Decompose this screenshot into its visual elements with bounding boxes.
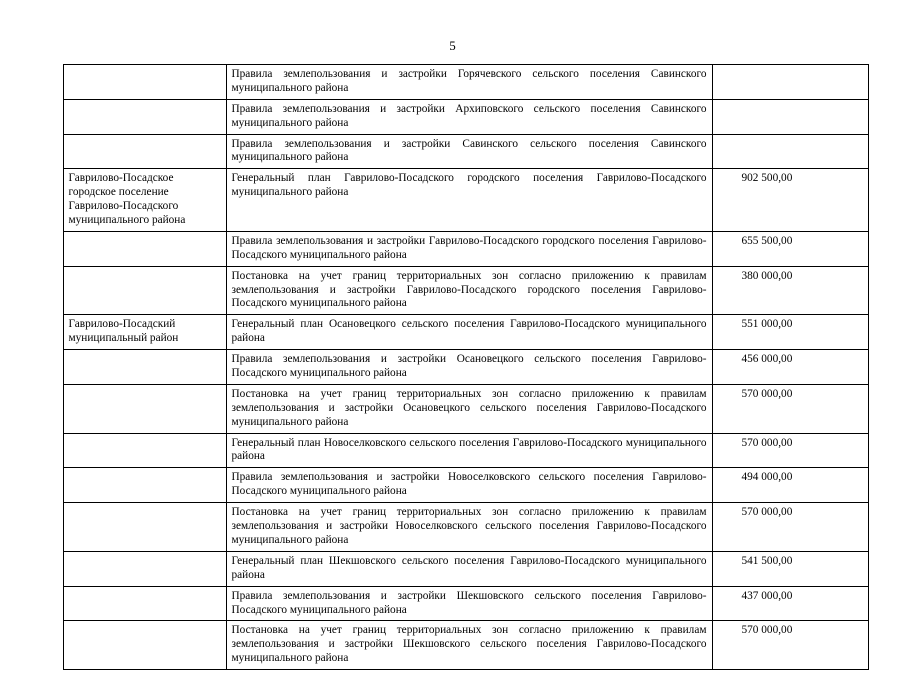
table-row	[63, 99, 868, 134]
cell-region	[63, 503, 226, 552]
table-row	[63, 169, 868, 232]
table-container	[63, 64, 843, 670]
description-text: Генеральный план Новоселковского сельского поселения Гаврилово-Посадского муниципального района	[231, 436, 707, 463]
cell-amount	[712, 134, 868, 169]
cell-amount	[712, 350, 868, 385]
cell-description	[226, 468, 712, 503]
table-row	[63, 433, 868, 468]
cell-description	[226, 231, 712, 266]
description-text: Правила землепользования и застройки Архиповского сельского поселения Савинского муниципального района	[231, 102, 707, 129]
cell-region	[63, 433, 226, 468]
cell-amount	[712, 65, 868, 100]
cell-region	[63, 65, 226, 100]
amount-text: 655 500,00	[741, 234, 793, 247]
amount-text: 380 000,00	[741, 269, 793, 282]
cell-region	[63, 468, 226, 503]
table-body	[63, 65, 868, 670]
table-row	[63, 586, 868, 621]
description-text: Постановка на учет границ территориальных зон согласно приложению к правилам землепользования и застройки Осановецкого сельского поселения Гаврилово-Посадского муниципального района	[231, 387, 707, 428]
cell-region	[63, 384, 226, 433]
table-row	[63, 231, 868, 266]
cell-amount	[712, 468, 868, 503]
cell-region	[63, 551, 226, 586]
cell-amount	[712, 551, 868, 586]
cell-amount	[712, 99, 868, 134]
cell-amount	[712, 503, 868, 552]
table-row	[63, 350, 868, 385]
amount-text: 456 000,00	[741, 353, 793, 366]
table-row	[63, 621, 868, 670]
table-row	[63, 384, 868, 433]
description-text: Постановка на учет границ территориальных зон согласно приложению к правилам землепользования и застройки Шекшовского сельского поселения Гаврилово-Посадского муниципального района	[231, 624, 707, 665]
amount-text: 551 000,00	[741, 318, 793, 331]
page-number: 5	[449, 38, 456, 53]
table-row	[63, 315, 868, 350]
cell-description	[226, 586, 712, 621]
cell-region: Гаврилово-Посадский муниципальный район	[63, 315, 226, 350]
amount-text: 570 000,00	[741, 624, 793, 637]
document-page	[0, 38, 905, 678]
cell-region	[63, 350, 226, 385]
cell-description	[226, 384, 712, 433]
cell-region: Гаврилово-Посадское городское поселение Гаврилово-Посадского муниципального района	[63, 169, 226, 232]
amount-text: 570 000,00	[741, 387, 793, 400]
cell-description	[226, 433, 712, 468]
cell-description	[226, 134, 712, 169]
cell-description	[226, 169, 712, 232]
cell-amount	[712, 266, 868, 315]
cell-description	[226, 315, 712, 350]
cell-description	[226, 621, 712, 670]
table-row	[63, 503, 868, 552]
cell-description	[226, 65, 712, 100]
amount-text: 541 500,00	[741, 554, 793, 567]
cell-region	[63, 586, 226, 621]
description-text: Правила землепользования и застройки Шекшовского сельского поселения Гаврилово-Посадского муниципального района	[231, 589, 707, 616]
cell-amount	[712, 169, 868, 232]
cell-amount	[712, 315, 868, 350]
cell-description	[226, 503, 712, 552]
table-row	[63, 266, 868, 315]
cell-amount	[712, 231, 868, 266]
cell-region	[63, 134, 226, 169]
description-text: Правила землепользования и застройки Савинского сельского поселения Савинского муниципального района	[231, 137, 707, 164]
cell-region	[63, 231, 226, 266]
amount-text: 902 500,00	[741, 172, 793, 185]
cell-amount	[712, 433, 868, 468]
description-text: Правила землепользования и застройки Осановецкого сельского поселения Гаврилово-Посадского муниципального района	[231, 353, 707, 380]
cell-region	[63, 621, 226, 670]
description-text: Постановка на учет границ территориальных зон согласно приложению к правилам землепользования и застройки Гаврилово-Посадского городского поселения Гаврилово-Посадского муниципального района	[231, 269, 707, 310]
description-text: Правила землепользования и застройки Гаврилово-Посадского городского поселения Гаврилово-Посадского муниципального района	[231, 234, 707, 261]
description-text: Правила землепользования и застройки Новоселковского сельского поселения Гаврилово-Посадского муниципального района	[231, 471, 707, 498]
table-row	[63, 65, 868, 100]
expenses-table	[63, 64, 869, 670]
description-text: Генеральный план Гаврилово-Посадского городского поселения Гаврилово-Посадского муниципального района	[231, 172, 707, 199]
cell-description	[226, 350, 712, 385]
cell-amount	[712, 621, 868, 670]
amount-text: 570 000,00	[741, 506, 793, 519]
cell-amount	[712, 384, 868, 433]
description-text: Правила землепользования и застройки Горячевского сельского поселения Савинского муниципального района	[231, 68, 707, 94]
cell-description	[226, 99, 712, 134]
description-text: Генеральный план Осановецкого сельского поселения Гаврилово-Посадского муниципального района	[231, 318, 707, 345]
table-row	[63, 468, 868, 503]
cell-region	[63, 266, 226, 315]
amount-text: 437 000,00	[741, 589, 793, 602]
cell-region	[63, 99, 226, 134]
cell-description	[226, 551, 712, 586]
description-text: Генеральный план Шекшовского сельского поселения Гаврилово-Посадского муниципального района	[231, 554, 707, 581]
cell-description	[226, 266, 712, 315]
amount-text: 570 000,00	[741, 436, 793, 449]
description-text: Постановка на учет границ территориальных зон согласно приложению к правилам землепользования и застройки Новоселковского сельского поселения Гаврилово-Посадского муниципального района	[231, 506, 707, 546]
cell-amount	[712, 586, 868, 621]
table-row	[63, 134, 868, 169]
amount-text: 494 000,00	[741, 471, 793, 484]
table-row	[63, 551, 868, 586]
